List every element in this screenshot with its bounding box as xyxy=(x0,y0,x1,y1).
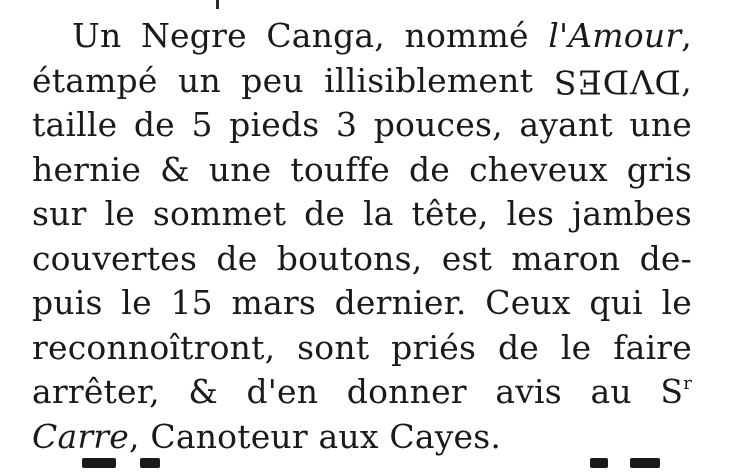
notice-line-10 xyxy=(32,415,692,460)
owner-name: Carre xyxy=(32,416,130,456)
glyph-fragment xyxy=(630,458,660,468)
notice-line-3: taille de 5 pieds 3 pouces, ayant une xyxy=(32,105,692,144)
print-mark xyxy=(216,0,219,9)
notice-line-8: reconnoîtront, sont priés de le faire xyxy=(32,327,692,367)
notice-line-4: hernie & une touffe de cheveux gris xyxy=(32,149,692,189)
notice-text: arrêter, & d'en donner avis au S xyxy=(32,372,684,411)
glyph-fragment xyxy=(140,458,160,468)
notice-text: étampé un peu illisiblement xyxy=(32,60,554,100)
notice-line-5: sur le sommet de la tête, les jambes xyxy=(32,194,692,233)
notice-line-6: couvertes de boutons, est maron de- xyxy=(32,238,692,278)
runaway-notice xyxy=(32,14,692,459)
glyph-fragment xyxy=(82,458,116,468)
notice-text: , xyxy=(681,60,692,100)
next-line-fragment xyxy=(70,458,670,472)
glyph-fragment xyxy=(590,458,608,468)
notice-line-9 xyxy=(32,370,692,415)
notice-line-1 xyxy=(32,14,692,59)
brand-mark: DVDES xyxy=(553,62,682,101)
notice-text: , xyxy=(681,16,692,55)
superscript: r xyxy=(683,373,692,394)
slave-name: l'Amour xyxy=(548,16,682,55)
notice-line-2 xyxy=(32,59,692,104)
notice-line-7: puis le 15 mars dernier. Ceux qui le xyxy=(32,283,692,322)
notice-text: Un Negre Canga, nommé xyxy=(72,16,549,55)
notice-text: , Canoteur aux Cayes. xyxy=(129,416,502,456)
